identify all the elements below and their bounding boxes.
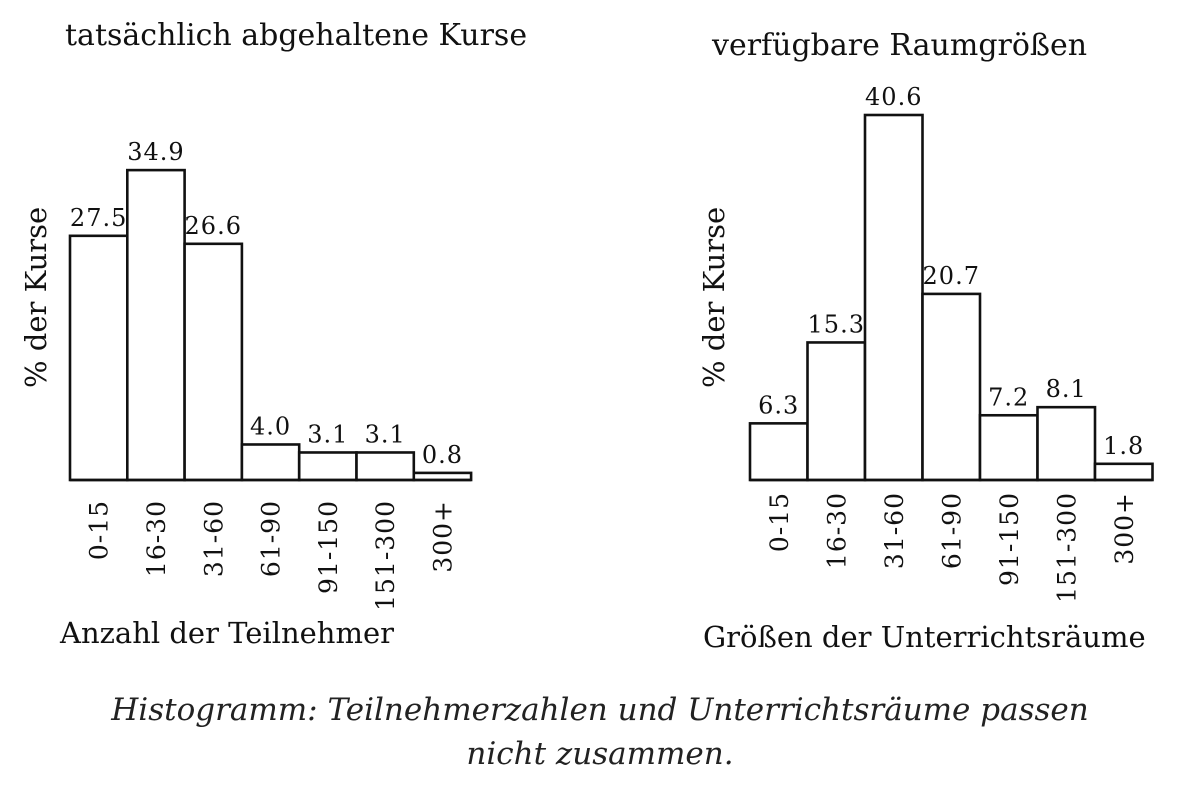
right-tick-label: 16-30 [822,492,852,570]
right-tick-label: 300+ [1109,492,1139,565]
left-value-label: 26.6 [184,211,242,240]
left-value-label: 34.9 [127,138,185,167]
figure-caption [0,688,1200,776]
left-tick-label: 31-60 [199,500,229,578]
left-value-label: 27.5 [69,203,128,232]
caption-line-1: Histogramm: Teilnehmerzahlen und Unterrichtsräume passen [111,692,1089,728]
left-bar [299,452,356,480]
right-value-label: 40.6 [865,83,923,111]
right-chart-title: verfügbare Raumgrößen [712,28,1088,63]
left-value-label: 0.8 [421,440,464,469]
right-tick-label: 151-300 [1052,492,1082,603]
left-bar [70,236,127,480]
left-tick-label: 61-90 [256,500,286,578]
right-tick-label: 91-150 [994,492,1024,586]
caption-line-2: nicht zusammen. [466,736,734,772]
right-x-axis-title: Größen der Unterrichtsräume [703,620,1146,654]
right-value-label: 6.3 [758,391,800,420]
right-tick-label: 31-60 [879,492,909,570]
right-bar [1038,407,1096,480]
chart-room-sizes [697,28,1153,654]
left-chart-title: tatsächlich abgehaltene Kurse [65,18,528,53]
left-tick-label: 91-150 [313,500,343,594]
right-bar [750,423,808,480]
left-value-label: 3.1 [364,420,406,449]
right-bar [980,415,1038,480]
left-tick-label: 16-30 [141,500,171,578]
right-tick-label: 61-90 [937,492,967,570]
right-bar [923,294,981,480]
right-bar [1095,464,1153,480]
right-value-label: 7.2 [988,383,1030,412]
left-tick-label: 151-300 [371,500,401,611]
left-value-label: 3.1 [307,420,349,449]
left-bar [185,244,242,480]
chart-courses-held [19,18,527,650]
left-value-label: 4.0 [249,412,292,441]
right-value-label: 15.3 [807,310,865,339]
left-bar [242,444,299,480]
left-y-axis-title: % der Kurse [19,206,53,388]
left-bar [127,170,184,480]
right-y-axis-title: % der Kurse [697,206,731,388]
right-bar [865,115,923,480]
left-x-axis-title: Anzahl der Teilnehmer [60,616,395,650]
right-value-label: 20.7 [922,261,980,290]
right-value-label: 1.8 [1103,431,1145,460]
right-bar [808,342,866,480]
left-bar [357,452,414,480]
left-tick-label: 0-15 [84,500,114,561]
left-tick-label: 300+ [428,500,458,573]
right-tick-label: 0-15 [764,492,794,553]
right-value-label: 8.1 [1045,375,1087,404]
